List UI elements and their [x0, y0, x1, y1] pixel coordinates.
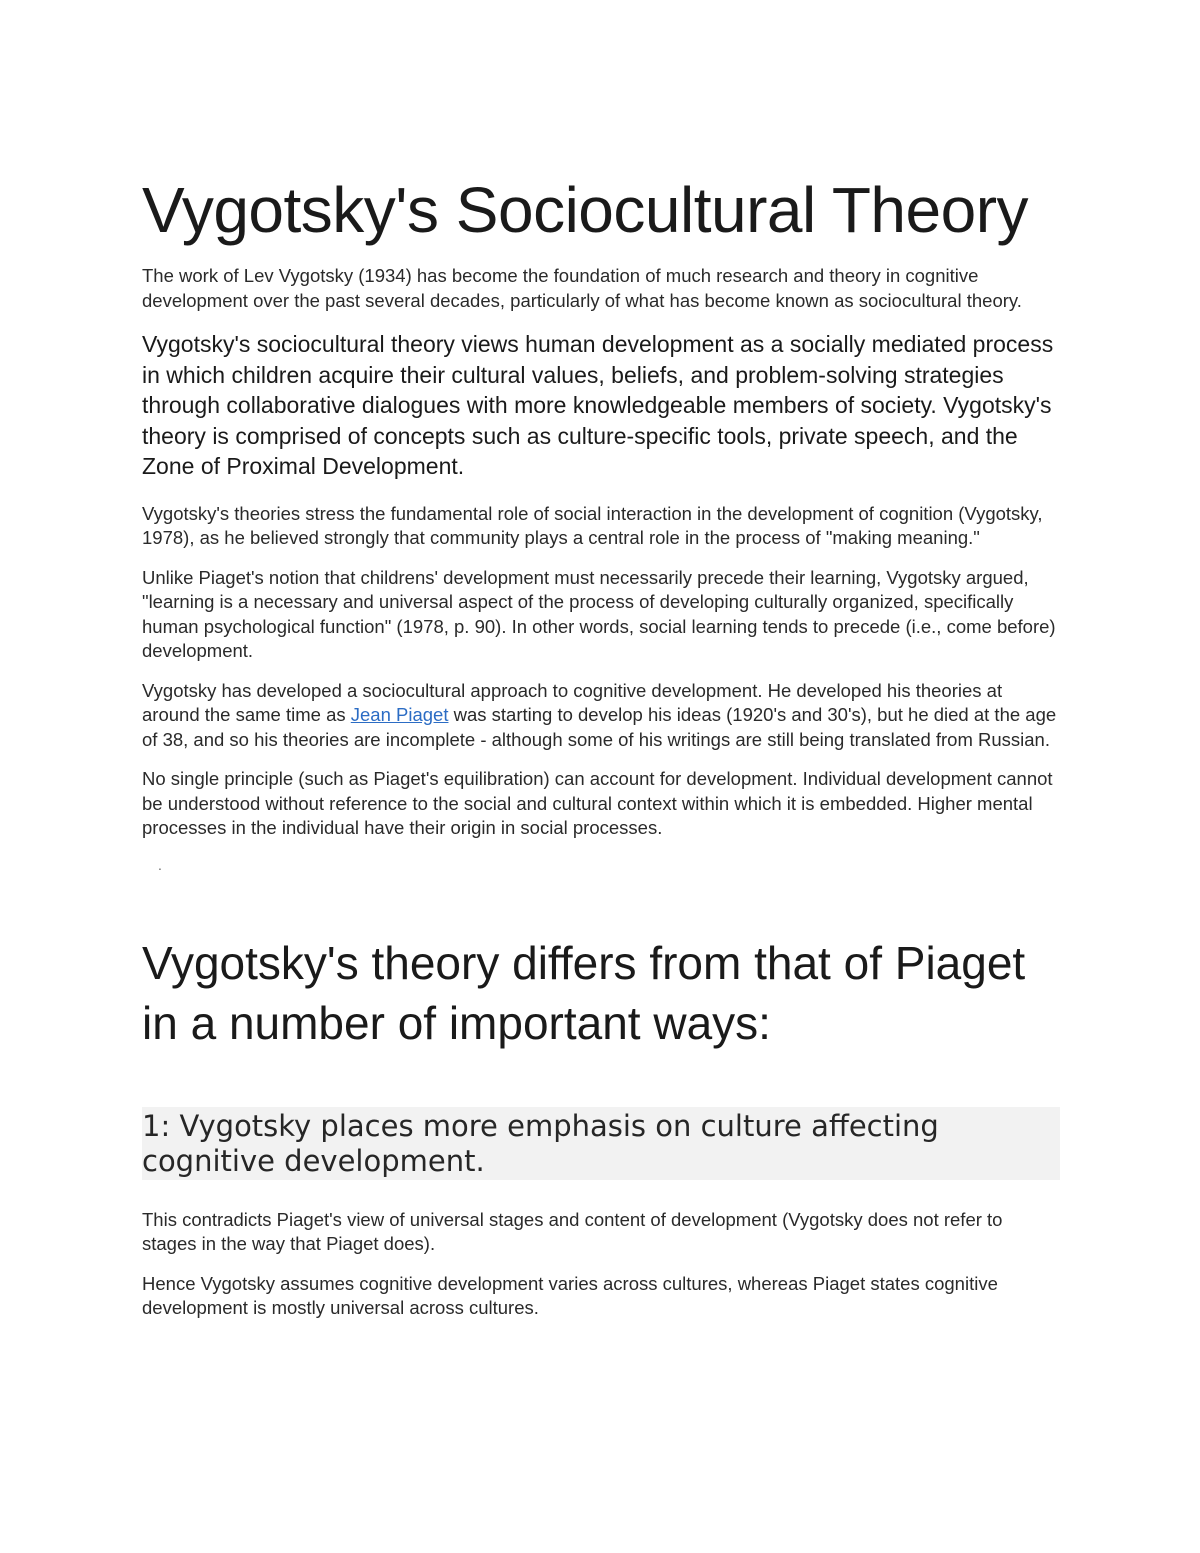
lead-paragraph: Vygotsky's sociocultural theory views human development as a socially mediated process in which children acquire their cultural values, beliefs, and problem-solving strategies through collaborative dialogues with more knowledgeable members of society. Vygotsky's theory is comprised of concepts such as culture-specific tools, private speech, and the Zone of Proximal Development. — [142, 331, 1054, 479]
spacer — [142, 841, 1060, 933]
social-interaction-paragraph: Vygotsky's theories stress the fundamental role of social interaction in the development of cognition (Vygotsky, 1978), as he believed strongly that community plays a central role in the process of "making meaning." — [142, 502, 1043, 548]
piaget-notion-paragraph: Unlike Piaget's notion that childrens' development must necessarily precede their learning, Vygotsky argued, "learning is a necessary and universal aspect of the process of developing culturally organized, specifically human psychological function" (1978, p. 90). In other words, social learning tends to precede (i.e., come before) development. — [142, 566, 1056, 661]
approach-text-after: was starting to develop his ideas (1920's and 30's), but he died at the age of 38, and so his theories are incomplete - although some of his writings are still being translated from Russian. — [142, 704, 1057, 750]
document-page — [142, 176, 1060, 1321]
principle-paragraph: No single principle (such as Piaget's equilibration) can account for development. Individual development cannot be understood without reference to the social and cultural context within which it is embedded. Higher mental processes in the individual have their origin in social processes. — [142, 768, 1053, 838]
section-heading: Vygotsky's theory differs from that of Piaget in a number of important ways: — [142, 936, 1026, 1049]
page-title: Vygotsky's Sociocultural Theory — [142, 174, 1028, 246]
point1-paragraph-1: This contradicts Piaget's view of universal stages and content of development (Vygotsky does not refer to stages in the way that Piaget does). — [142, 1208, 1003, 1254]
intro-paragraph: The work of Lev Vygotsky (1934) has become the foundation of much research and theory in cognitive development over the past several decades, particularly of what has become known as sociocultural theory. — [142, 265, 1022, 311]
point1-heading: 1: Vygotsky places more emphasis on culture affecting cognitive development. — [142, 1108, 939, 1178]
point1-heading-box — [142, 1107, 1060, 1180]
stray-dot: . — [158, 856, 162, 873]
approach-text-before: Vygotsky has developed a sociocultural approach to cognitive development. He developed his theories at around the same time as — [142, 679, 1003, 725]
approach-paragraph — [142, 679, 1060, 753]
jean-piaget-link[interactable]: Jean Piaget — [350, 704, 449, 725]
point1-paragraph-2: Hence Vygotsky assumes cognitive development varies across cultures, whereas Piaget states cognitive development is mostly universal across cultures. — [142, 1272, 998, 1318]
